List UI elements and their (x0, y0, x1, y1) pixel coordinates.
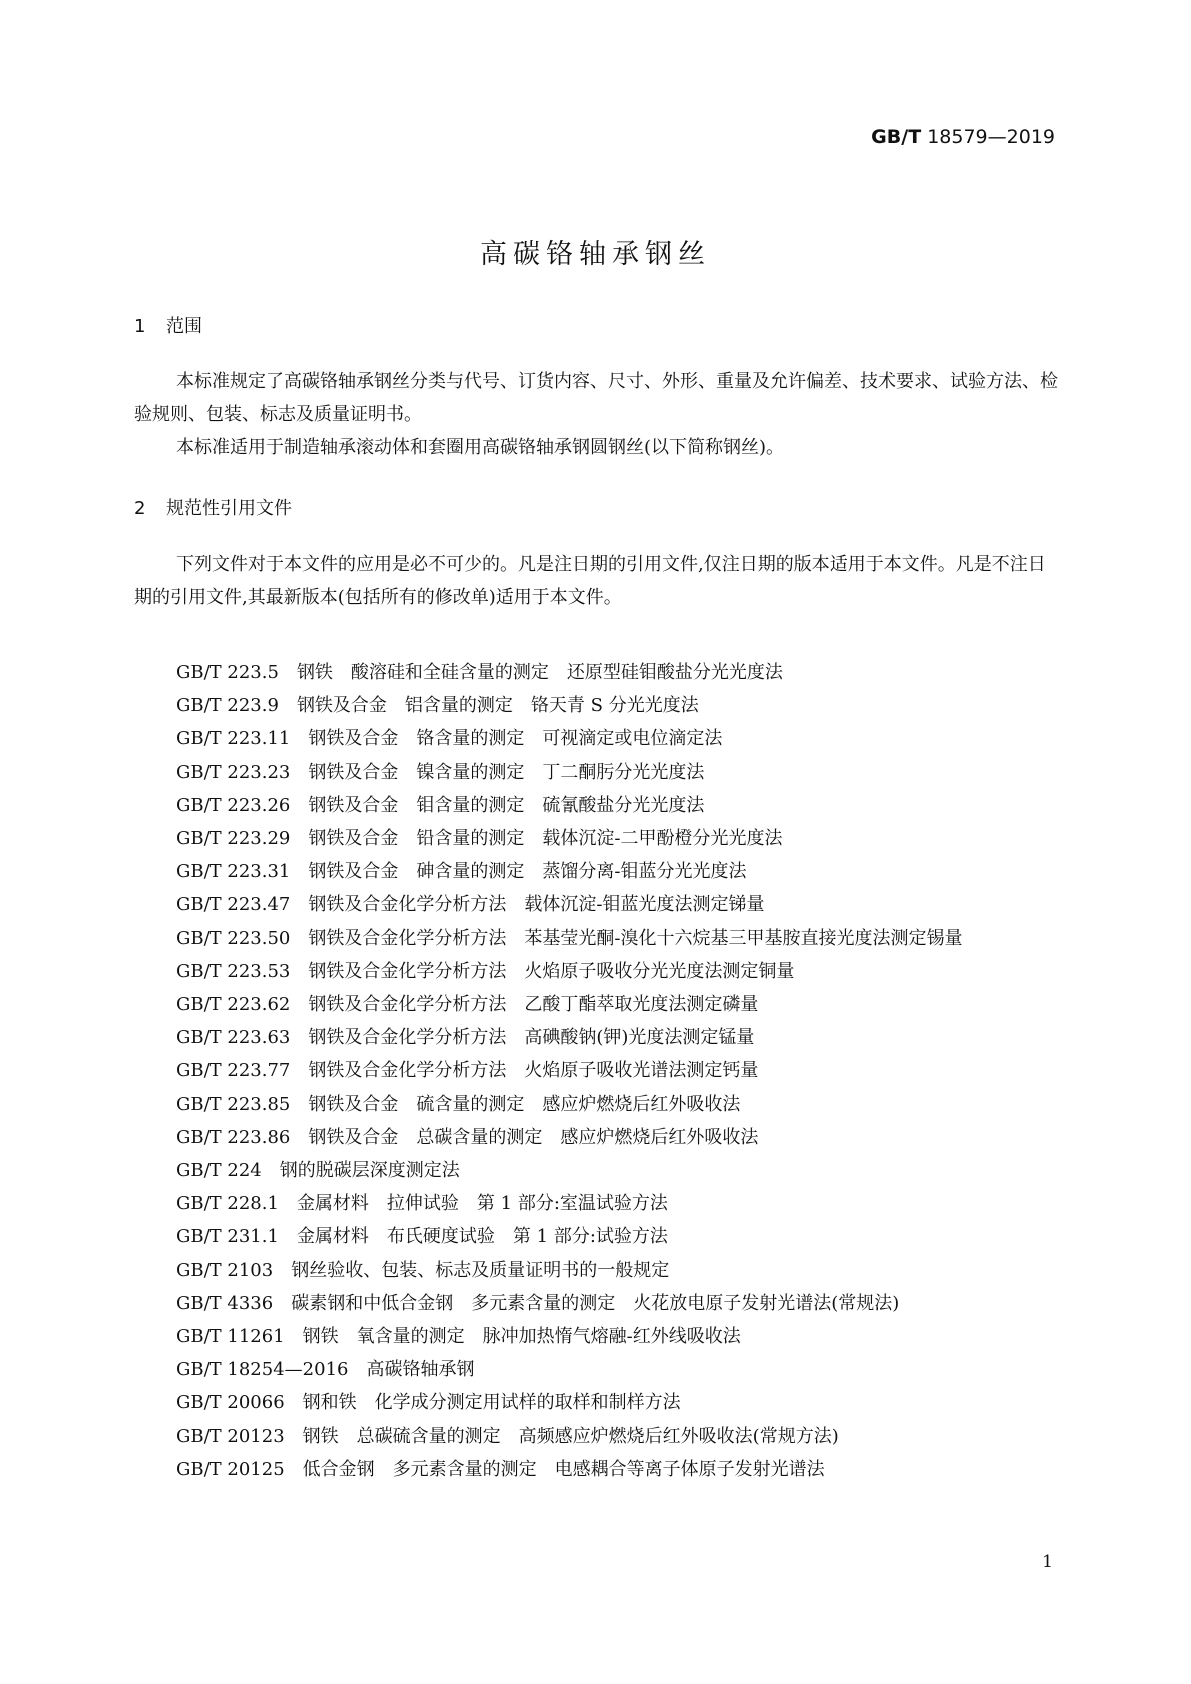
reference-item (134, 689, 1059, 722)
reference-item (134, 1420, 1059, 1453)
reference-title: 低合金钢 多元素含量的测定 电感耦合等离子体原子发射光谱法 (302, 1458, 825, 1480)
reference-item (134, 1353, 1059, 1386)
standard-prefix: GB/T (871, 126, 922, 148)
reference-item (134, 922, 1059, 955)
reference-item (134, 822, 1059, 855)
section-title: 范围 (166, 316, 202, 337)
reference-code: GB/T 4336 (176, 1292, 274, 1314)
reference-title: 钢铁及合金 镍含量的测定 丁二酮肟分光光度法 (308, 761, 705, 783)
section-heading-scope (134, 312, 202, 338)
reference-code: GB/T 20125 (176, 1458, 285, 1480)
reference-item (134, 1320, 1059, 1353)
reference-code: GB/T 223.63 (176, 1027, 291, 1049)
reference-code: GB/T 231.1 (176, 1226, 279, 1248)
reference-item (134, 789, 1059, 822)
references-intro-paragraph: 下列文件对于本文件的应用是必不可少的。凡是注日期的引用文件,仅注日期的版本适用于本文件。凡是不注日期的引用文件,其最新版本(包括所有的修改单)适用于本文件。 (134, 554, 1046, 608)
reference-item (134, 1453, 1059, 1486)
reference-item (134, 855, 1059, 888)
document-title: 高碳铬轴承钢丝 (480, 239, 711, 270)
reference-code: GB/T 228.1 (176, 1193, 279, 1215)
section-number: 2 (134, 498, 146, 519)
reference-code: GB/T 223.23 (176, 761, 291, 783)
reference-code: GB/T 11261 (176, 1326, 285, 1348)
reference-item (134, 1021, 1059, 1054)
reference-title: 钢铁及合金 铬含量的测定 可视滴定或电位滴定法 (308, 728, 723, 750)
reference-title: 碳素钢和中低合金钢 多元素含量的测定 火花放电原子发射光谱法(常规法) (291, 1292, 900, 1314)
reference-title: 钢的脱碳层深度测定法 (279, 1160, 460, 1182)
reference-code: GB/T 224 (176, 1160, 262, 1182)
reference-code: GB/T 20066 (176, 1392, 285, 1414)
reference-code: GB/T 223.50 (176, 927, 291, 949)
reference-code: GB/T 223.86 (176, 1126, 291, 1148)
reference-title: 钢铁及合金 砷含量的测定 蒸馏分离-钼蓝分光光度法 (308, 861, 747, 883)
reference-code: GB/T 223.31 (176, 861, 291, 883)
reference-code: GB/T 223.85 (176, 1093, 291, 1115)
reference-code: GB/T 223.11 (176, 728, 291, 750)
section-heading-normative-references (134, 494, 292, 520)
reference-title: 金属材料 拉伸试验 第 1 部分:室温试验方法 (296, 1193, 668, 1215)
reference-title: 金属材料 布氏硬度试验 第 1 部分:试验方法 (296, 1226, 668, 1248)
reference-title: 钢和铁 化学成分测定用试样的取样和制样方法 (302, 1392, 681, 1414)
section-title: 规范性引用文件 (166, 498, 292, 519)
reference-list (134, 656, 1059, 1486)
reference-item (134, 756, 1059, 789)
reference-item (134, 1254, 1059, 1287)
reference-title: 钢铁及合金 铝含量的测定 铬天青 S 分光光度法 (296, 695, 699, 717)
reference-title: 钢铁及合金化学分析方法 火焰原子吸收光谱法测定钙量 (308, 1060, 759, 1082)
reference-title: 钢丝验收、包装、标志及质量证明书的一般规定 (291, 1259, 670, 1281)
reference-code: GB/T 223.9 (176, 695, 279, 717)
reference-item (134, 888, 1059, 921)
reference-item (134, 1154, 1059, 1187)
reference-code: GB/T 18254—2016 (176, 1359, 349, 1381)
reference-title: 钢铁及合金化学分析方法 载体沉淀-钼蓝光度法测定锑量 (308, 894, 765, 916)
reference-code: GB/T 223.47 (176, 894, 291, 916)
reference-item (134, 1220, 1059, 1253)
reference-title: 钢铁 氧含量的测定 脉冲加热惰气熔融-红外线吸收法 (302, 1326, 741, 1348)
scope-paragraph-1: 本标准规定了高碳铬轴承钢丝分类与代号、订货内容、尺寸、外形、重量及允许偏差、技术要求、试验方法、检验规则、包装、标志及质量证明书。 (134, 371, 1058, 425)
reference-item (134, 1121, 1059, 1154)
page-number: 1 (1042, 1552, 1053, 1572)
reference-title: 钢铁及合金化学分析方法 火焰原子吸收分光光度法测定铜量 (308, 960, 795, 982)
reference-item (134, 722, 1059, 755)
reference-item (134, 1287, 1059, 1320)
reference-code: GB/T 223.53 (176, 960, 291, 982)
standard-number: 18579—2019 (927, 126, 1055, 148)
reference-title: 钢铁及合金 硫含量的测定 感应炉燃烧后红外吸收法 (308, 1093, 741, 1115)
reference-code: GB/T 2103 (176, 1259, 274, 1281)
reference-item (134, 1088, 1059, 1121)
reference-item (134, 955, 1059, 988)
reference-title: 钢铁 总碳硫含量的测定 高频感应炉燃烧后红外吸收法(常规方法) (302, 1425, 839, 1447)
reference-item (134, 1386, 1059, 1419)
standard-code (871, 126, 1055, 148)
scope-paragraph-2: 本标准适用于制造轴承滚动体和套圈用高碳铬轴承钢圆钢丝(以下简称钢丝)。 (176, 437, 785, 458)
reference-item (134, 988, 1059, 1021)
reference-item (134, 656, 1059, 689)
reference-code: GB/T 223.5 (176, 662, 279, 683)
reference-title: 钢铁及合金化学分析方法 苯基莹光酮-溴化十六烷基三甲基胺直接光度法测定锡量 (308, 927, 963, 949)
reference-title: 钢铁及合金 铅含量的测定 载体沉淀-二甲酚橙分光光度法 (308, 828, 783, 850)
reference-item (134, 1054, 1059, 1087)
section-number: 1 (134, 316, 146, 337)
reference-title: 高碳铬轴承钢 (366, 1359, 475, 1381)
reference-title: 钢铁 酸溶硅和全硅含量的测定 还原型硅钼酸盐分光光度法 (296, 662, 783, 683)
reference-title: 钢铁及合金 总碳含量的测定 感应炉燃烧后红外吸收法 (308, 1126, 759, 1148)
reference-title: 钢铁及合金化学分析方法 高碘酸钠(钾)光度法测定锰量 (308, 1027, 755, 1049)
reference-code: GB/T 223.77 (176, 1060, 291, 1082)
reference-code: GB/T 223.62 (176, 994, 291, 1016)
reference-code: GB/T 20123 (176, 1425, 285, 1447)
reference-title: 钢铁及合金化学分析方法 乙酸丁酯萃取光度法测定磷量 (308, 994, 759, 1016)
reference-item (134, 1187, 1059, 1220)
reference-code: GB/T 223.26 (176, 794, 291, 816)
reference-code: GB/T 223.29 (176, 828, 291, 850)
reference-title: 钢铁及合金 钼含量的测定 硫氰酸盐分光光度法 (308, 794, 705, 816)
